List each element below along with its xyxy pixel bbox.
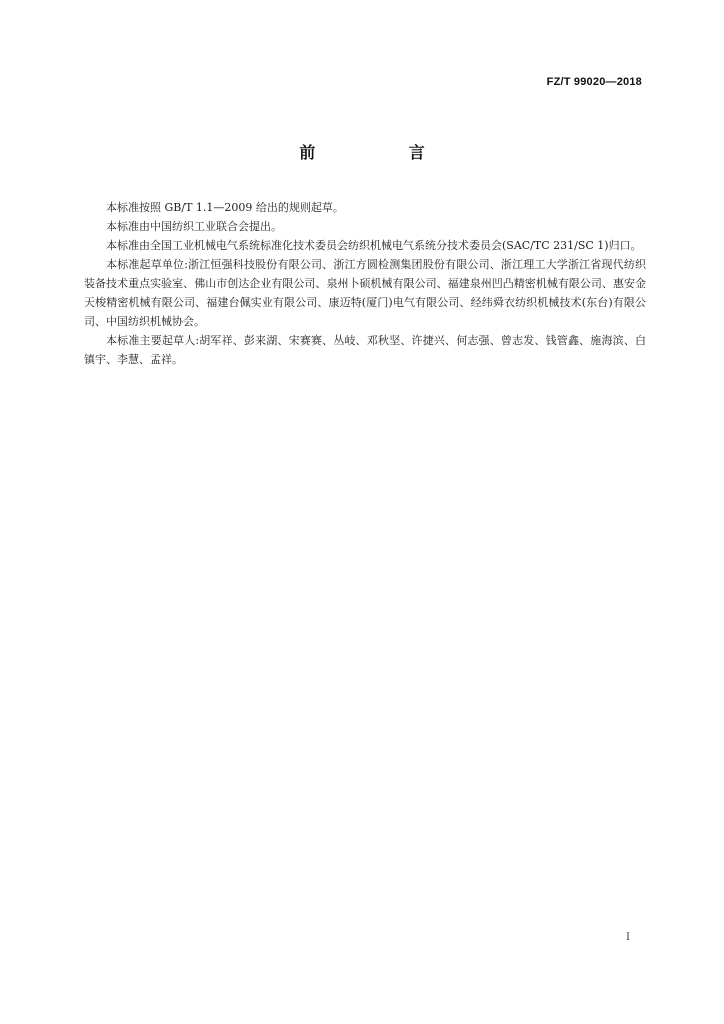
foreword-body bbox=[84, 198, 646, 369]
page-number: I bbox=[626, 932, 630, 943]
paragraph-responsible-committee: 本标准由全国工业机械电气系统标准化技术委员会纺织机械电气系统分技术委员会(SAC/TC 231/SC 1)归口。 bbox=[106, 239, 642, 252]
paragraph-drafting-rules: 本标准按照 GB/T 1.1—2009 给出的规则起草。 bbox=[106, 201, 344, 214]
standard-number: FZ/T 99020—2018 bbox=[546, 76, 642, 88]
paragraph-drafting-units: 本标准起草单位:浙江恒强科技股份有限公司、浙江方圆检测集团股份有限公司、浙江理工大学浙江省现代纺织装备技术重点实验室、佛山市创达企业有限公司、泉州卜硕机械有限公司、福建泉州凹凸精密机械有限公司、惠安金天梭精密机械有限公司、福建台佩实业有限公司、康迈特(厦门)电气有限公司、经纬舜衣纺织机械技术(东台)有限公司、中国纺织机械协会。 bbox=[84, 258, 646, 328]
paragraph-proposer: 本标准由中国纺织工业联合会提出。 bbox=[106, 220, 282, 233]
page-title: 前 言 bbox=[299, 143, 469, 162]
paragraph-main-drafters: 本标准主要起草人:胡军祥、彭来湖、宋赛赛、丛岐、邓秋坚、许捷兴、何志强、曾志发、钱管鑫、施海滨、白镇宇、李慧、孟祥。 bbox=[84, 334, 646, 366]
